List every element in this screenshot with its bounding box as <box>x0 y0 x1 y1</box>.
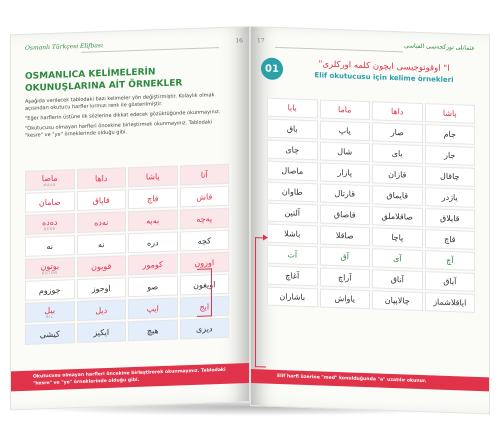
table-cell <box>128 166 178 188</box>
cell-word: قازان <box>388 169 407 180</box>
cell-word: ديزى <box>196 323 213 334</box>
header-rule <box>275 47 403 52</box>
cell-word: جام <box>443 129 456 140</box>
table-cell <box>267 287 318 308</box>
table-cell <box>267 203 318 224</box>
table-cell <box>320 141 371 162</box>
right-note-text: Elif harfi üzerine "med" konulduğunda "a" uzatılır okunur. <box>277 373 427 385</box>
left-header <box>11 37 249 55</box>
table-cell <box>372 164 423 185</box>
table-cell <box>77 299 127 321</box>
table-cell <box>77 277 127 299</box>
table-cell <box>320 204 371 225</box>
table-cell <box>77 233 127 255</box>
cell-transliteration: DEDE <box>43 226 56 231</box>
cell-word: قارتال <box>334 188 356 199</box>
table-cell <box>372 122 423 143</box>
table-cell <box>267 98 318 119</box>
table-cell <box>320 162 371 183</box>
table-cell <box>372 143 423 164</box>
cell-transliteration: BUTON <box>42 270 58 275</box>
cell-word: آچ <box>446 255 454 266</box>
table-cell <box>267 140 318 161</box>
table-cell <box>267 182 318 203</box>
table-cell <box>320 288 371 309</box>
cell-word: پاچا <box>391 232 404 243</box>
cell-word: ديل <box>95 305 108 315</box>
cell-word: جوزوم <box>38 285 61 295</box>
table-cell <box>25 213 75 235</box>
cell-word: بوتون <box>40 261 60 271</box>
cell-word: كومور <box>142 259 163 270</box>
cell-word: قايلاق <box>440 213 460 224</box>
cell-word: اياقلاشماز <box>433 297 467 308</box>
cell-word: صاقلا <box>335 230 354 241</box>
table-cell <box>320 225 371 246</box>
cell-word: بای <box>391 148 403 159</box>
cell-word: قاچ <box>444 234 456 245</box>
table-cell <box>180 164 230 186</box>
cell-word: اوزون <box>194 257 215 268</box>
cell-word: چاقال <box>440 171 460 182</box>
cell-word: چای <box>285 145 300 155</box>
table-cell <box>425 208 476 229</box>
right-header <box>251 37 489 55</box>
cell-word: آت <box>287 250 298 260</box>
cell-word: بەبە <box>146 215 160 226</box>
table-cell <box>372 206 423 227</box>
table-cell <box>425 103 476 124</box>
right-note-banner <box>251 369 489 391</box>
left-page <box>10 26 250 410</box>
cell-word: طاوان <box>281 187 303 197</box>
table-cell <box>372 185 423 206</box>
table-cell <box>320 120 371 141</box>
table-cell <box>25 191 75 213</box>
table-cell <box>267 119 318 140</box>
cell-word: ياواش <box>334 293 355 304</box>
table-cell <box>425 124 476 145</box>
cell-word: ايكيز <box>93 327 110 337</box>
cell-transliteration: BİL <box>46 314 54 319</box>
arrow-connector <box>197 268 212 317</box>
left-word-table <box>25 164 229 345</box>
cell-word: قاصاق <box>333 209 356 220</box>
cell-word: قويون <box>91 261 112 272</box>
table-cell <box>320 246 371 267</box>
table-cell <box>267 161 318 182</box>
cell-word: درە <box>146 237 159 248</box>
table-cell <box>128 188 178 210</box>
cell-word: كيشى <box>39 329 60 339</box>
cell-word: صامان <box>38 197 61 207</box>
table-cell <box>77 167 127 189</box>
cell-word: پازار <box>337 168 353 178</box>
cell-word: صو <box>147 281 159 292</box>
cell-word: بابا <box>287 103 297 113</box>
table-cell <box>425 271 476 292</box>
cell-word: اوجوز <box>91 283 111 294</box>
cell-word: ماما <box>338 105 352 115</box>
section-title-line-1: OSMANLICA KELİMELERİN <box>25 67 156 82</box>
table-cell <box>25 257 75 279</box>
section-number-badge: 01 <box>261 57 283 80</box>
right-word-table <box>267 98 475 313</box>
cell-word: آناق <box>390 274 404 285</box>
cell-word: نە <box>97 239 105 249</box>
cell-word: نەدە <box>94 217 109 227</box>
cell-word: بيل <box>44 305 56 315</box>
cell-word: پەچە <box>196 213 213 224</box>
table-cell <box>128 210 178 232</box>
section-title-line-2: OKUNUŞLARINA AİT ÖRNEKLER <box>25 78 183 94</box>
table-cell <box>128 320 178 342</box>
table-cell <box>372 227 423 248</box>
cell-word: آغاچ <box>285 271 300 281</box>
cell-word: چالاپپان <box>384 295 410 306</box>
cell-word: قاچ <box>147 193 159 204</box>
cell-word: آلتين <box>284 208 301 218</box>
intro-text <box>25 92 225 143</box>
cell-word: دەدە <box>41 217 58 227</box>
cell-word: ياپ <box>338 126 351 136</box>
intro-paragraph-2: "Eğer harflerin üstüne ilk sözlerine dikkat edecek gözüktüğünde okunmayınız. <box>25 109 221 122</box>
table-cell <box>320 183 371 204</box>
table-cell <box>372 101 423 122</box>
table-cell <box>425 166 476 187</box>
arrow-connector <box>255 237 266 367</box>
right-page-number: 17 <box>257 37 265 45</box>
cell-word: باق <box>286 124 298 134</box>
cell-word: جار <box>444 150 456 161</box>
table-cell <box>77 321 127 343</box>
table-cell <box>180 230 230 252</box>
table-cell <box>25 301 75 323</box>
table-cell <box>128 232 178 254</box>
cell-word: نە <box>46 241 53 251</box>
cell-word: پاشا <box>442 108 457 119</box>
table-cell <box>180 208 230 230</box>
section-title <box>25 64 235 95</box>
table-cell <box>425 250 476 271</box>
cell-word: آراچ <box>338 273 352 283</box>
table-cell <box>267 266 318 287</box>
left-note-banner <box>11 363 249 391</box>
cell-word: شال <box>337 147 353 157</box>
section-title-arabic: "ا" اوقوتوجيسى ايچون كلمه اوركلرى <box>318 59 450 74</box>
cell-transliteration: MASA <box>43 182 56 187</box>
left-page-number: 16 <box>235 37 243 45</box>
table-cell <box>425 292 476 313</box>
table-cell <box>25 235 75 257</box>
cell-word: كچە <box>197 235 211 246</box>
cell-word: آياق <box>443 276 457 287</box>
cell-word: يازدر <box>441 192 458 203</box>
table-cell <box>372 248 423 269</box>
table-cell <box>267 224 318 245</box>
table-cell <box>320 99 371 120</box>
cell-word: صار <box>390 127 404 138</box>
table-cell <box>25 169 75 191</box>
cell-word: آق <box>340 252 349 262</box>
cell-word: قاپاق <box>92 195 110 205</box>
cell-word: ايپ <box>146 303 159 314</box>
cell-word: صاقلاملق <box>381 211 413 222</box>
cell-word: هيچ <box>146 325 159 336</box>
table-cell <box>425 229 476 250</box>
table-cell <box>180 318 230 340</box>
cell-word: ايج <box>199 301 210 312</box>
right-header-title: عثمانلی تورکجەسی الفباسی <box>404 42 475 52</box>
table-cell <box>425 145 476 166</box>
cell-word: داها <box>95 173 108 183</box>
cell-word: داها <box>391 106 404 117</box>
cell-word: آتا <box>200 169 208 180</box>
section-subtitle: Elif okutucusu için kelime örnekleri <box>314 71 454 85</box>
table-cell <box>77 211 127 233</box>
table-cell <box>372 290 423 311</box>
table-cell <box>25 323 75 345</box>
table-cell <box>77 255 127 277</box>
right-page <box>250 26 490 414</box>
intro-paragraph-1: Aşağıda verilecek tablodaki bazı kelimeler yön değiştirmiştir. Kolaylık olmak açısından okutucu harfler kırmızı renk ile gösterilmiştir. <box>25 92 215 112</box>
table-cell <box>128 254 178 276</box>
cell-word: پاشا <box>145 171 160 182</box>
cell-word: آى <box>393 253 402 264</box>
table-cell <box>128 298 178 320</box>
table-cell <box>25 279 75 301</box>
table-cell <box>320 267 371 288</box>
table-cell <box>425 187 476 208</box>
cell-word: باشلا <box>284 229 301 239</box>
arrow-head-icon <box>263 234 268 240</box>
intro-paragraph-3: "Okutucusu olmayan harfleri öncekine birleştirmek okunmayınız. Tablodaki "kesre" ve "ye" örneklerinde olduğu gibi. <box>25 119 213 139</box>
table-cell <box>267 245 318 266</box>
table-cell <box>128 276 178 298</box>
open-book <box>10 12 488 404</box>
table-cell <box>77 189 127 211</box>
cell-word: ماصال <box>281 166 304 176</box>
table-cell <box>180 186 230 208</box>
cell-word: قايماق <box>386 190 409 201</box>
table-cell <box>372 269 423 290</box>
cell-word: باشاران <box>279 292 306 302</box>
cell-word: قاش <box>196 191 213 202</box>
left-header-title: Osmanlı Türkçesi Elifbası <box>25 42 103 52</box>
cell-word: ماصا <box>41 173 58 183</box>
left-note-text: Okutucusu olmayan harfleri öncekine birleştirerek okunmayınız. Tablodaki "kesre" ve "ye" örneklerinde olduğu gibi. <box>33 367 226 387</box>
cell-word: اويغون <box>193 279 216 290</box>
